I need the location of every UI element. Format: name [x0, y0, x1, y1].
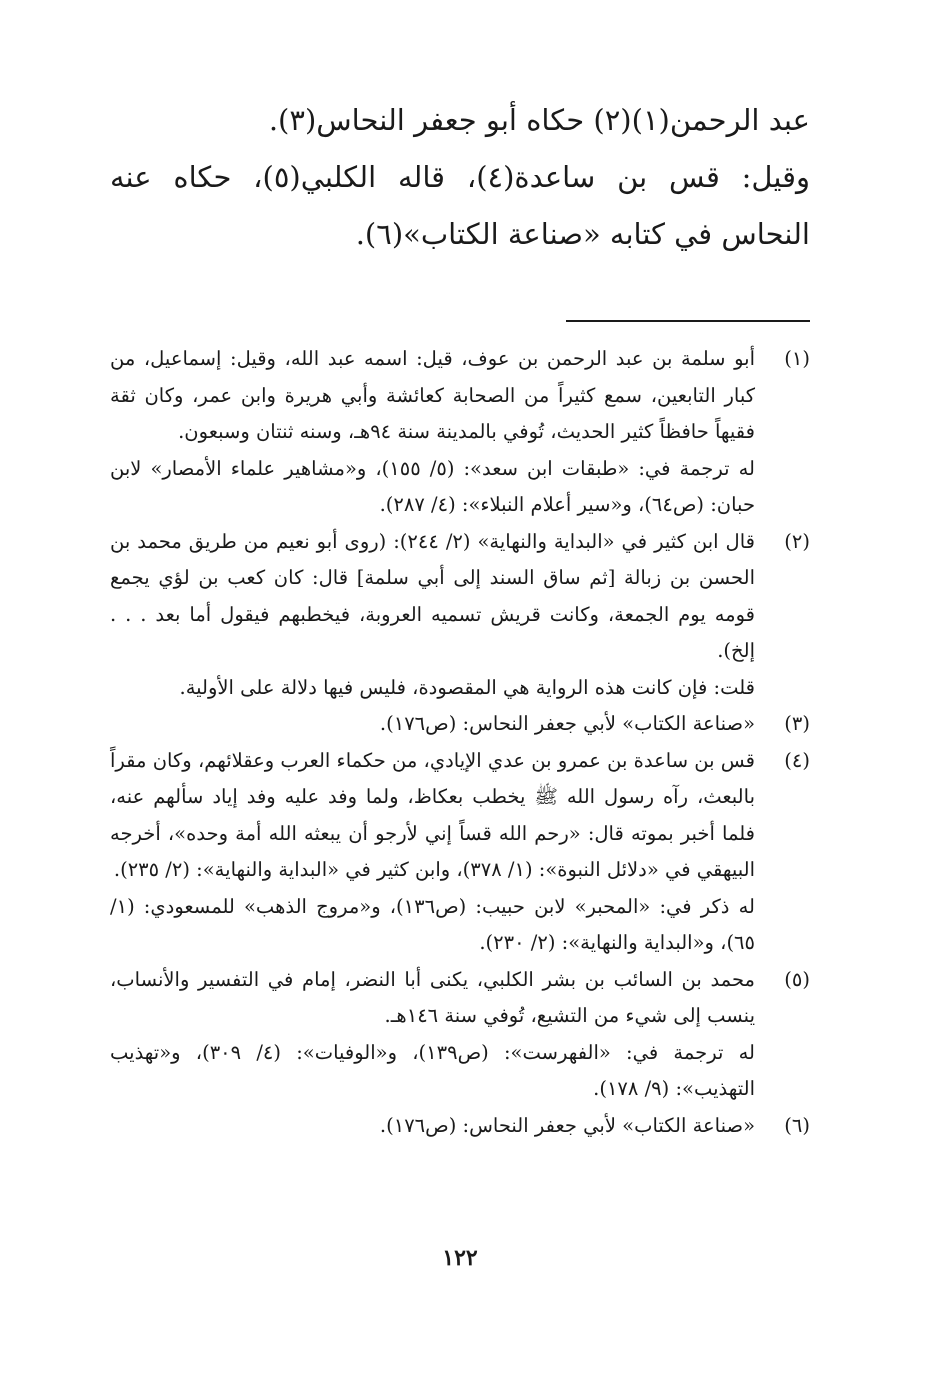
- footnote-2: [110, 524, 810, 707]
- footnote-number: (٣): [784, 712, 810, 735]
- footnote-separator: [566, 320, 810, 322]
- footnote-paragraph: محمد بن السائب بن بشر الكلبي، يكنى أبا النضر، إمام في التفسير والأنساب، ينسب إلى شيء من التشيع، تُوفي سنة ١٤٦هـ.: [110, 967, 755, 1027]
- footnotes: [110, 341, 810, 1144]
- footnote-body: [110, 706, 755, 743]
- footnote-paragraph: قس بن ساعدة بن عمرو بن عدي الإيادي، من حكماء العرب وعقلائهم، وكان مقراً بالبعث، رآه رسول الله ﷺ يخطب بعكاظ، ولما وفد عليه وفد إياد سألهم عنه، فلما أخبر بموته قال: «رحم الله قساً إني لأرجو أن يبعثه الله أمة وحده»، أخرجه البيهقي في «دلائل النبوة»: (١/ ٣٧٨)، وابن كثير في «البداية والنهاية»: (٢/ ٢٣٥).: [110, 748, 755, 881]
- footnote-number: (٦): [784, 1113, 810, 1137]
- main-paragraph: عبد الرحمن(١)(٢) حكاه أبو جعفر النحاس(٣).: [268, 103, 810, 137]
- footnote-paragraph: قلت: فإن كانت هذه الرواية هي المقصودة، فليس فيها دلالة على الأولية.: [179, 675, 755, 699]
- footnote-body: [110, 962, 755, 1108]
- footnote-body: [110, 743, 755, 962]
- footnote-6: [110, 1108, 810, 1145]
- book-page: [110, 0, 810, 1378]
- footnote-number: (٤): [784, 748, 810, 772]
- footnote-paragraph: له ترجمة في: «الفهرست»: (ص١٣٩)، و«الوفيات»: (٤/ ٣٠٩)، و«تهذيب التهذيب»: (٩/ ١٧٨).: [110, 1040, 755, 1100]
- footnote-body: [110, 341, 755, 524]
- footnote-paragraph: قال ابن كثير في «البداية والنهاية» (٢/ ٢٤٤): (روى أبو نعيم من طريق محمد بن الحسن بن زبالة [ثم ساق السند إلى أبي سلمة] قال: كان كعب بن لؤي يجمع قومه يوم الجمعة، وكانت قريش تسميه العروبة، فيخطبهم فيقول أما بعد . . . إلخ).: [110, 529, 755, 662]
- footnote-paragraph: «صناعة الكتاب» لأبي جعفر النحاس: (ص١٧٦).: [379, 712, 755, 735]
- main-text: [110, 92, 810, 263]
- footnote-number: (٢): [784, 529, 810, 553]
- page-number: ١٢٢: [442, 1245, 478, 1271]
- main-paragraph: وقيل: قس بن ساعدة(٤)، قاله الكلبي(٥)، حكاه عنه النحاس في كتابه «صناعة الكتاب»(٦).: [110, 160, 810, 251]
- footnote-paragraph: له ترجمة في: «طبقات ابن سعد»: (٥/ ١٥٥)، و«مشاهير علماء الأمصار» لابن حبان: (ص٦٤)، و«سير أعلام النبلاء»: (٤/ ٢٨٧).: [110, 456, 755, 516]
- footnote-number: (٥): [784, 967, 810, 991]
- footnote-4: [110, 743, 810, 962]
- footnote-paragraph: «صناعة الكتاب» لأبي جعفر النحاس: (ص١٧٦).: [379, 1113, 755, 1137]
- footnote-paragraph: له ذكر في: «المحبر» لابن حبيب: (ص١٣٦)، و«مروج الذهب» للمسعودي: (١/ ٦٥)، و«البداية والنهاية»: (٢/ ٢٣٠).: [110, 894, 755, 954]
- footnote-body: [110, 524, 755, 707]
- footnote-paragraph: أبو سلمة بن عبد الرحمن بن عوف، قيل: اسمه عبد الله، وقيل: إسماعيل، من كبار التابعين، سمع كثيراً من الصحابة كعائشة وأبي هريرة وابن عمر، وكان ثقة فقيهاً حافظاً كثير الحديث، تُوفي بالمدينة سنة ٩٤هـ، وسنه ثنتان وسبعون.: [110, 347, 755, 443]
- footnote-3: [110, 706, 810, 743]
- footnote-body: [110, 1108, 755, 1145]
- footnote-5: [110, 962, 810, 1108]
- footnote-number: (١): [784, 347, 810, 370]
- footnote-1: [110, 341, 810, 524]
